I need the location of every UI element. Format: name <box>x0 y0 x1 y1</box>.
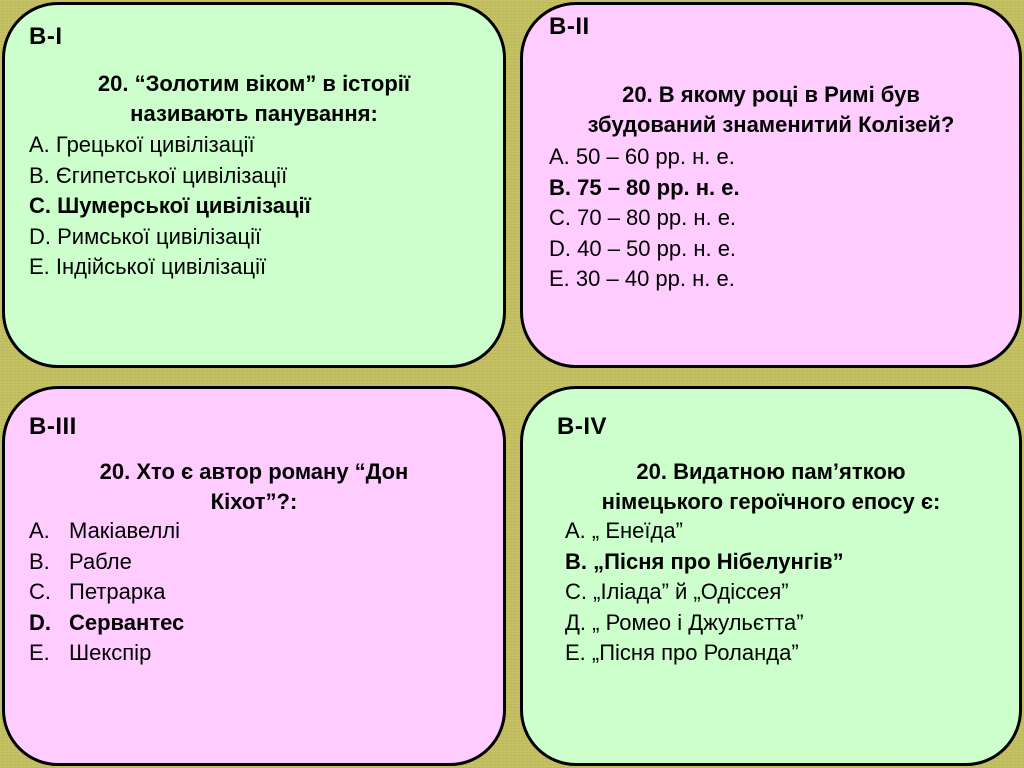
question-line-1: 20. “Золотим віком” в історії <box>97 71 411 96</box>
answer-options <box>565 516 844 669</box>
answer-option-d: Д. „ Ромео і Джульєтта” <box>565 609 804 635</box>
variant-card-1 <box>2 2 506 368</box>
answer-option-e: Е. Шекспір <box>29 640 152 665</box>
question-text <box>25 457 483 517</box>
answer-option-e: Е. 30 – 40 рр. н. е. <box>549 266 735 291</box>
answer-option-b-correct: В. 75 – 80 рр. н. е. <box>549 174 740 200</box>
question-line-2: німецького героїчного епосу є: <box>601 489 941 514</box>
answer-option-d: D. Римської цивілізації <box>29 223 262 249</box>
question-line-2: збудований знаменитий Колізей? <box>587 112 955 137</box>
answer-option-d: D. 40 – 50 рр. н. е. <box>549 235 737 261</box>
variant-card-3 <box>2 386 506 766</box>
answer-option-a: А. Грецької цивілізації <box>29 132 255 157</box>
answer-options <box>549 142 740 295</box>
question-line-1: 20. Видатною пам’яткою <box>636 459 906 484</box>
answer-options <box>29 516 184 669</box>
question-text <box>543 80 999 140</box>
answer-options <box>29 130 311 283</box>
answer-option-a: А. Макіавеллі <box>29 518 181 543</box>
answer-option-e: Е. „Пісня про Роланда” <box>565 640 799 665</box>
question-line-1: 20. Хто є автор роману “Дон <box>99 459 409 484</box>
answer-option-b: В. Рабле <box>29 548 132 574</box>
variant-label: В-ІІІ <box>29 413 77 440</box>
question-line-1: 20. В якому році в Римі був <box>622 82 920 107</box>
answer-option-d-correct: D. Сервантес <box>29 609 185 635</box>
answer-option-b-correct: В. „Пісня про Нібелунгів” <box>565 548 844 574</box>
answer-option-c-correct: С. Шумерської цивілізації <box>29 193 311 218</box>
variant-card-4 <box>520 386 1022 766</box>
variant-label: В-ІV <box>557 413 607 440</box>
answer-option-b: В. Єгипетської цивілізації <box>29 162 288 188</box>
answer-option-e: Е. Індійської цивілізації <box>29 254 267 279</box>
answer-option-c: С. 70 – 80 рр. н. е. <box>549 205 737 230</box>
question-line-2: Кіхот”?: <box>210 489 298 514</box>
question-text <box>25 69 483 129</box>
answer-option-c: С. „Іліада” й „Одіссея” <box>565 579 789 604</box>
answer-option-a: А. 50 – 60 рр. н. е. <box>549 144 735 169</box>
answer-option-a: А. „ Енеїда” <box>565 518 683 543</box>
question-text <box>543 457 999 517</box>
variant-label: В-І <box>29 23 63 50</box>
question-line-2: називають панування: <box>130 101 378 126</box>
variant-card-2 <box>520 2 1022 368</box>
answer-option-c: С. Петрарка <box>29 579 166 604</box>
variant-label: В-ІІ <box>549 13 590 40</box>
